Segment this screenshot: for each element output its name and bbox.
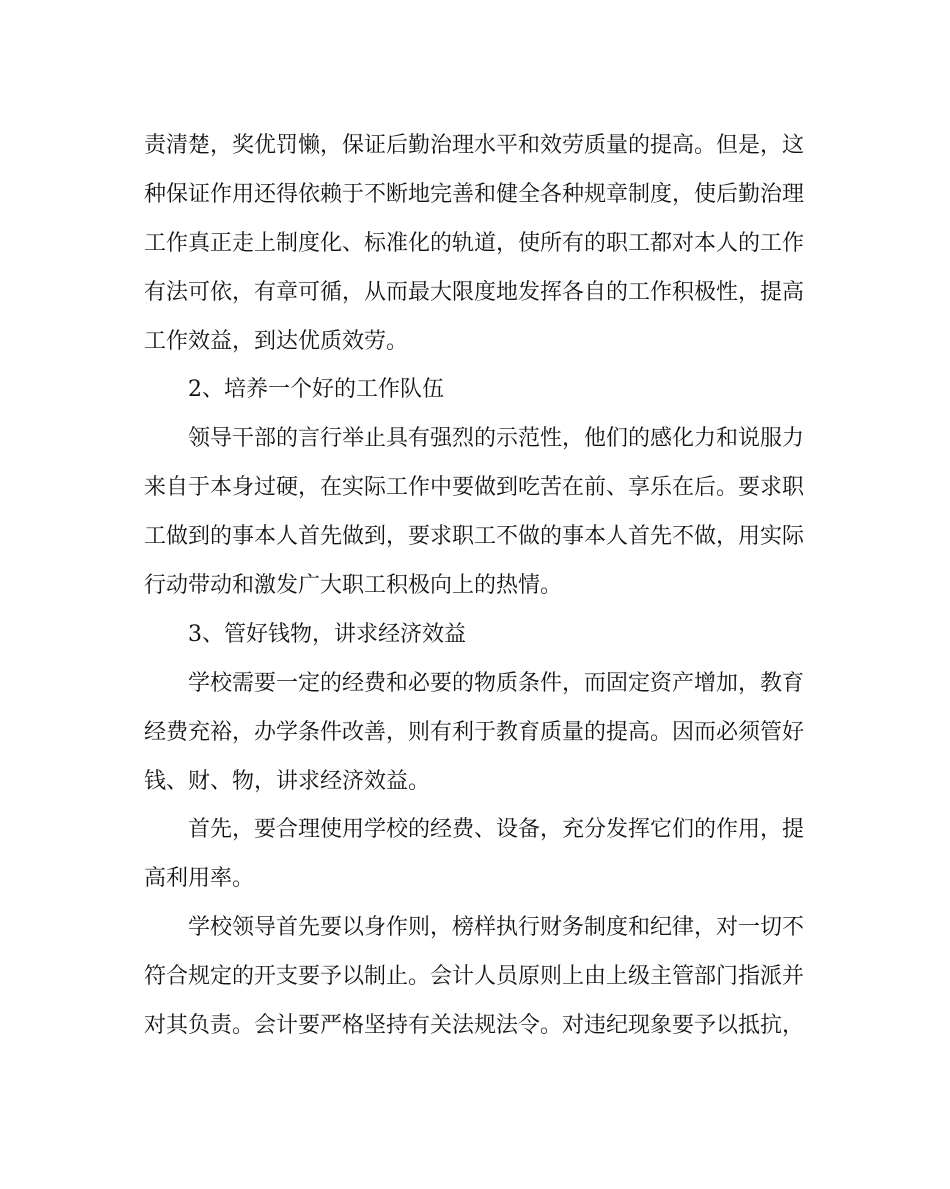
- text-line: 领导干部的言行举止具有强烈的示范性，他们的感化力和说服力: [188, 426, 805, 452]
- paragraph: [144, 904, 804, 1051]
- paragraph: [144, 806, 804, 904]
- text-line: 行动带动和激发广大职工积极向上的热情。: [144, 573, 563, 599]
- text-line: 工做到的事本人首先做到，要求职工不做的事本人首先不做，用实际: [144, 524, 805, 550]
- text-line: 工作效益，到达优质效劳。: [144, 328, 409, 354]
- text-line: 首先，要合理使用学校的经费、设备，充分发挥它们的作用，提: [188, 817, 805, 843]
- text-line: 高利用率。: [144, 866, 255, 892]
- text-line: 有法可依，有章可循，从而最大限度地发挥各自的工作积极性，提高: [144, 279, 805, 305]
- paragraph: [144, 660, 804, 807]
- text-line: 经费充裕，办学条件改善，则有利于教育质量的提高。因而必须管好: [144, 719, 805, 745]
- section-heading: [144, 611, 804, 660]
- text-line: 学校需要一定的经费和必要的物质条件，而固定资产增加，教育: [188, 670, 805, 696]
- text-line: 符合规定的开支要予以制止。会计人员原则上由上级主管部门指派并: [144, 964, 805, 990]
- text-line: 学校领导首先要以身作则，榜样执行财务制度和纪律，对一切不: [188, 915, 805, 941]
- document-body: [144, 122, 804, 1051]
- paragraph: [144, 415, 804, 611]
- section-heading: [144, 366, 804, 415]
- text-line: 来自于本身过硬，在实际工作中要做到吃苦在前、享乐在后。要求职: [144, 475, 805, 501]
- text-line: 种保证作用还得依赖于不断地完善和健全各种规章制度，使后勤治理: [144, 181, 805, 207]
- text-line: 2、培养一个好的工作队伍: [188, 377, 444, 403]
- text-line: 钱、财、物，讲求经济效益。: [144, 768, 431, 794]
- text-line: 对其负责。会计要严格坚持有关法规法令。对违纪现象要予以抵抗，: [144, 1013, 805, 1039]
- text-line: 3、管好钱物，讲求经济效益: [188, 621, 466, 647]
- text-line: 责清楚，奖优罚懒，保证后勤治理水平和效劳质量的提高。但是，这: [144, 133, 805, 158]
- text-line: 工作真正走上制度化、标准化的轨道，使所有的职工都对本人的工作: [144, 230, 805, 256]
- paragraph: [144, 122, 804, 366]
